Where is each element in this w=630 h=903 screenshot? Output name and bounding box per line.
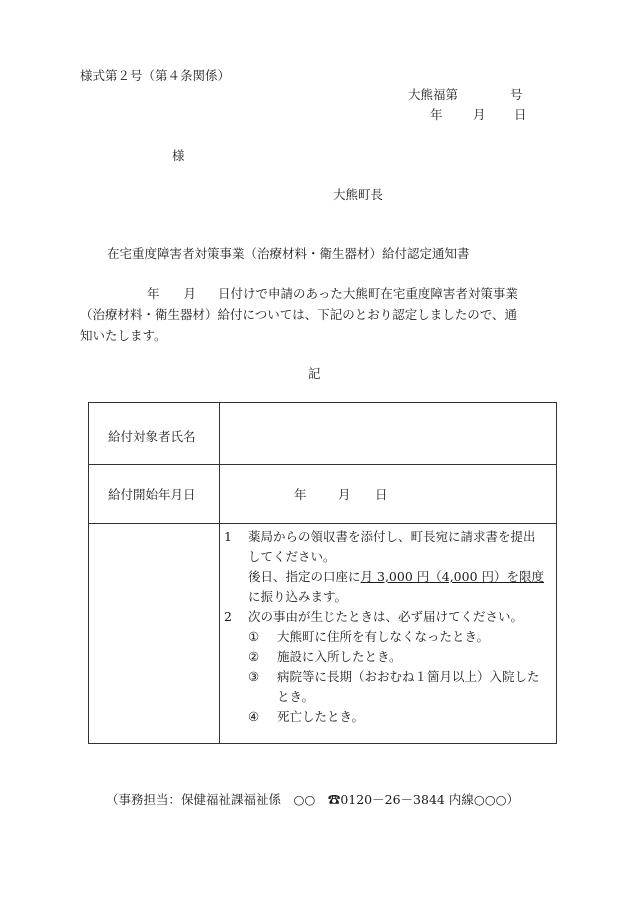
table-row-start-date [89,464,556,524]
note-2-item-3 [224,667,558,687]
item-3-text: 病院等に長期（おおむね１箇月以上）入院した [277,669,540,684]
body-line-2: （治療材料・衛生器材）給付については、下記のとおり認定しましたので、通 [80,307,518,322]
note-2-line [224,607,558,627]
note-2-number: 2 [224,609,232,624]
note-1-line-1 [224,527,558,547]
body-paragraph [80,283,558,346]
date-month: 月 [473,107,486,122]
body-year: 年 [147,286,160,301]
contact-info: （事務担当：保健福祉課福祉係 ○○ ☎0120－26－3844 内線○○○） [106,792,520,807]
item-4-mark: ④ [248,709,260,724]
ki-heading: 記 [308,366,321,381]
start-date-year: 年 [294,487,307,502]
date-year: 年 [430,107,443,122]
body-line-1 [80,283,558,304]
table-row-notes [89,523,556,743]
item-1-text: 大熊町に住所を有しなくなったとき。 [277,629,490,644]
note-2-item-1 [224,627,558,647]
body-month: 月 [183,286,197,301]
table-row-recipient [89,403,556,465]
note-1-line-3 [224,567,558,587]
sender-name: 大熊町長 [333,187,384,202]
notes-list [224,527,558,727]
start-date-day: 日 [375,487,388,502]
item-1-mark: ① [248,629,260,644]
document-number-prefix: 大熊福第 [408,87,459,102]
document-number [408,85,523,103]
note-2-text: 次の事由が生じたときは、必ず届けてください。 [248,609,524,624]
addressee-honorific: 様 [172,148,185,163]
recipient-name-label: 給付対象者氏名 [108,429,196,444]
start-date-label: 給付開始年月日 [108,487,196,502]
note-2-item-2 [224,647,558,667]
note-1-text: 薬局からの領収書を添付し、町長宛に請求書を提出 [248,529,536,544]
note-1-line-2: してください。 [248,549,336,564]
item-2-mark: ② [248,649,260,664]
item-4-text: 死亡したとき。 [277,709,365,724]
note-1-line-4: に振り込みます。 [248,589,348,604]
form-number: 様式第２号（第４条関係） [80,68,231,83]
body-line-1-text: 日付けで申請のあった大熊町在宅重度障害者対策事業 [218,286,518,301]
item-2-text: 施設に入所したとき。 [277,649,402,664]
body-line-3: 知いたします。 [80,328,167,343]
document-number-suffix: 号 [510,87,523,102]
date-day: 日 [514,107,527,122]
item-3-mark: ③ [248,669,260,684]
note-2-item-3-cont: とき。 [277,689,315,704]
document-title: 在宅重度障害者対策事業（治療材料・衛生器材）給付認定通知書 [107,246,470,261]
note-2-item-4 [224,707,558,727]
note-1-line-3-pre: 後日、指定の口座に [248,569,361,584]
info-table [88,402,557,744]
note-1-number: 1 [224,529,232,544]
note-1-limit-amount: 月 3,000 円（4,000 円）を限度 [360,569,545,584]
start-date-month: 月 [338,487,351,502]
